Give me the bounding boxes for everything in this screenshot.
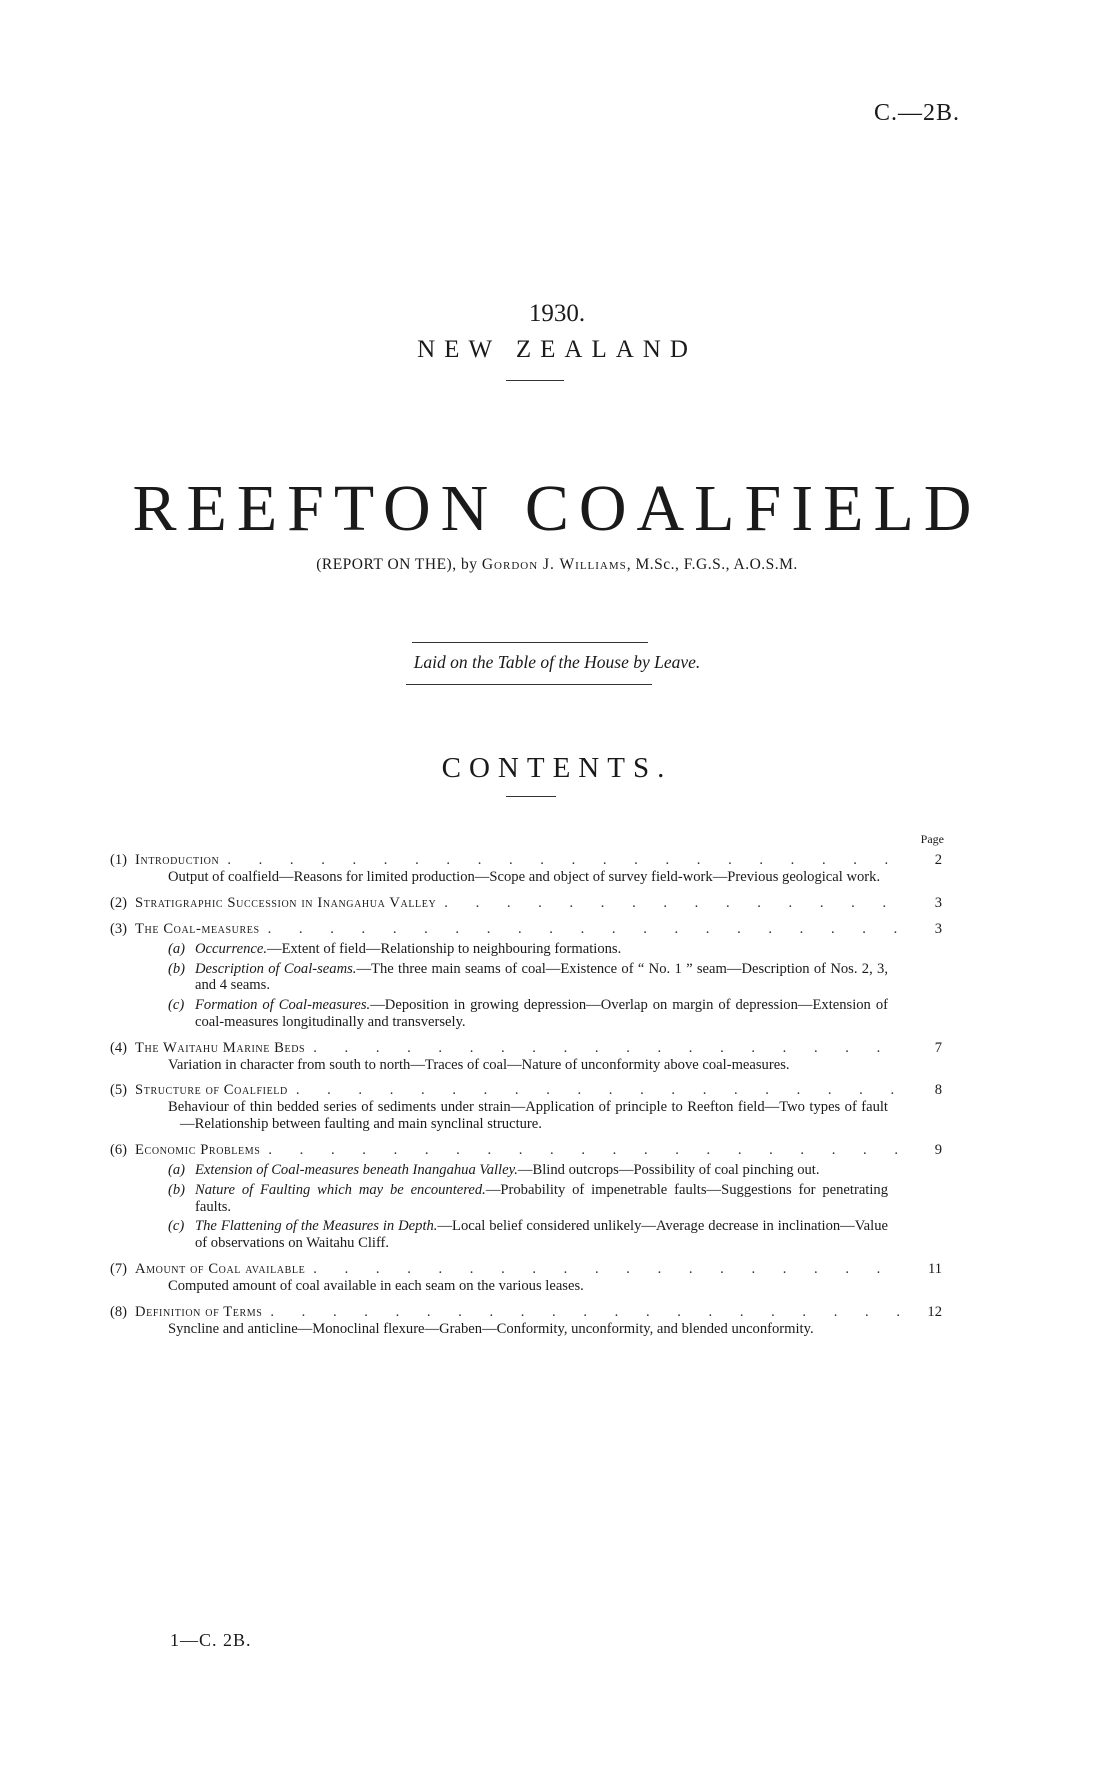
toc-description: Variation in character from south to north—Traces of coal—Nature of unconformity above coal-measures.: [168, 1056, 790, 1073]
toc-subentry: [168, 941, 888, 958]
subentry-text: —Probability of impenetrable faults—Suggestions for penetrating faults.: [195, 1181, 888, 1215]
toc-entry-heading: [110, 1040, 942, 1057]
divider-rule: [506, 796, 556, 797]
toc-entry: [110, 1040, 942, 1074]
toc-number: (7): [110, 1260, 128, 1277]
toc-title: Stratigraphic Succession in Inangahua Valley: [135, 894, 437, 911]
toc-number: (6): [110, 1142, 128, 1159]
table-of-contents: [110, 852, 942, 1347]
subentry-label: (a): [168, 940, 186, 957]
subentry-title: The Flattening of the Measures in Depth.: [195, 1218, 438, 1235]
toc-number: (3): [110, 920, 128, 937]
toc-title: Structure of Coalfield: [135, 1082, 288, 1099]
toc-title: The Waitahu Marine Beds: [135, 1039, 306, 1056]
toc-number: (5): [110, 1082, 128, 1099]
toc-entry-heading: [110, 852, 942, 869]
toc-subentry: [168, 1162, 888, 1179]
toc-subentry: [168, 961, 888, 995]
toc-entry: [110, 1082, 942, 1133]
contents-heading: CONTENTS.: [441, 752, 673, 784]
toc-entry: [110, 1261, 942, 1295]
subentry-label: (b): [168, 960, 186, 977]
toc-page-number: 2: [934, 852, 942, 868]
toc-title: The Coal-measures: [135, 920, 260, 937]
toc-page-number: 3: [934, 920, 942, 937]
toc-number: (8): [110, 1303, 128, 1320]
toc-entry: [110, 1142, 942, 1252]
toc-number: (4): [110, 1039, 128, 1056]
leader-dots: [444, 895, 902, 912]
subentry-title: Extension of Coal-measures beneath Inangahua Valley.: [195, 1162, 518, 1179]
subentry-text: —Blind outcrops—Possibility of coal pinching out.: [517, 1162, 820, 1179]
toc-page-number: 8: [934, 1082, 942, 1099]
toc-page-number: 7: [934, 1039, 942, 1056]
subentry-label: (a): [168, 1162, 186, 1179]
toc-entry-heading: [110, 1261, 942, 1278]
leader-dots: [296, 1082, 902, 1099]
subentry-text: —Deposition in growing depression—Overlap on margin of depression—Extension of coal-measures longitudinally and transversely.: [195, 997, 888, 1030]
subentry-title: Description of Coal-seams.: [195, 960, 357, 977]
toc-page-number: 9: [934, 1142, 942, 1159]
leader-dots: [227, 852, 902, 869]
toc-subentry: [168, 1218, 888, 1252]
subentry-text: —The three main seams of coal—Existence of “ No. 1 ” seam—Description of Nos. 2, 3, and 4 seams.: [195, 960, 888, 994]
toc-number: (1): [110, 852, 128, 868]
laid-on-table-notice: Laid on the Table of the House by Leave.: [413, 652, 701, 672]
leader-dots: [313, 1261, 902, 1278]
toc-title: Amount of Coal available: [135, 1260, 306, 1277]
toc-description: Output of coalfield—Reasons for limited production—Scope and object of survey field-work—Previous geological work.: [168, 869, 881, 885]
subentry-title: Formation of Coal-measures.: [195, 997, 371, 1014]
publication-year: 1930.: [528, 300, 586, 327]
report-title: REEFTON COALFIELD: [132, 472, 982, 545]
toc-description: Syncline and anticline—Monoclinal flexure—Graben—Conformity, unconformity, and blended unconformity.: [168, 1320, 814, 1337]
subentry-title: Occurrence.: [195, 940, 267, 957]
toc-description: Behaviour of thin bedded series of sediments under strain—Application of principle to Reefton field—Two types of fault—Relationship between faulting and main synclinal structure.: [168, 1099, 888, 1133]
page-column-heading: Page: [920, 832, 944, 846]
toc-entry-heading: [110, 1304, 942, 1321]
toc-description: Computed amount of coal available in each seam on the various leases.: [168, 1277, 584, 1294]
country-heading: NEW ZEALAND: [417, 336, 697, 363]
toc-title: Introduction: [135, 852, 220, 868]
toc-number: (2): [110, 894, 128, 911]
divider-rule: [412, 642, 648, 643]
toc-entry: [110, 852, 942, 886]
leader-dots: [268, 921, 902, 938]
toc-title: Economic Problems: [135, 1142, 261, 1159]
toc-entry-heading: [110, 921, 942, 938]
subentry-label: (c): [168, 1218, 185, 1235]
toc-entry-heading: [110, 895, 942, 912]
toc-entry-heading: [110, 1082, 942, 1099]
toc-entry: [110, 921, 942, 1031]
leader-dots: [313, 1040, 902, 1057]
leader-dots: [268, 1142, 902, 1159]
toc-entry-heading: [110, 1142, 942, 1159]
author-name: Gordon J. Williams: [481, 556, 627, 573]
toc-page-number: 12: [927, 1303, 942, 1320]
toc-title: Definition of Terms: [135, 1303, 263, 1320]
subtitle-prefix: (REPORT ON THE), by: [316, 556, 482, 573]
subentry-text: —Extent of field—Relationship to neighbouring formations.: [267, 940, 622, 957]
divider-rule: [506, 380, 564, 381]
toc-subentry: [168, 1182, 888, 1216]
author-credentials: , M.Sc., F.G.S., A.O.S.M.: [626, 556, 798, 573]
subentry-text: —Local belief considered unlikely—Average decrease in inclination—Value of observations on Waitahu Cliff.: [195, 1218, 888, 1252]
document-reference-code: C.—2B.: [873, 100, 960, 126]
subentry-label: (c): [168, 997, 185, 1014]
subentry-label: (b): [168, 1181, 186, 1198]
toc-subentry: [168, 997, 888, 1031]
toc-page-number: 11: [927, 1260, 942, 1277]
toc-entry: [110, 1304, 942, 1338]
toc-entry: [110, 895, 942, 912]
toc-page-number: 3: [934, 894, 942, 911]
leader-dots: [270, 1304, 902, 1321]
page-footer-code: 1—C. 2B.: [170, 1630, 252, 1650]
divider-rule: [406, 684, 652, 685]
subentry-title: Nature of Faulting which may be encountered.: [195, 1181, 486, 1198]
report-subtitle: [0, 556, 1114, 574]
